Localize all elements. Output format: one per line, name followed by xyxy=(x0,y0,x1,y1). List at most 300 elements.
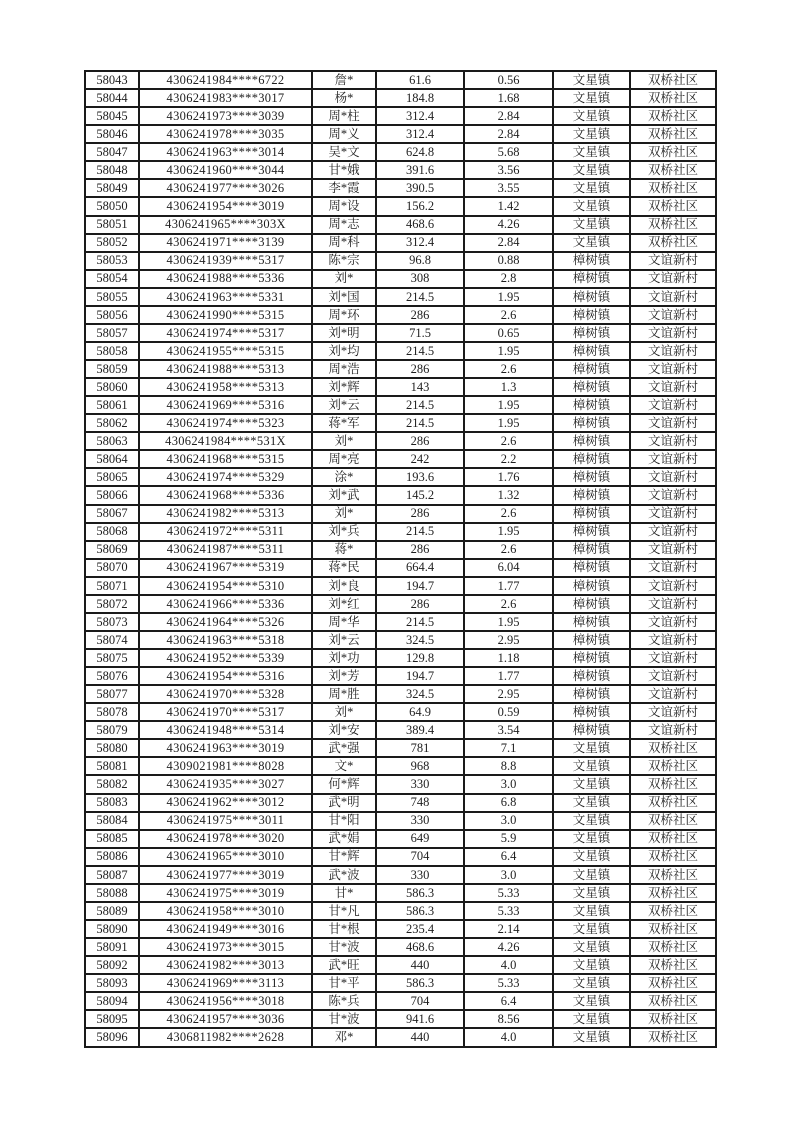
village-cell: 文谊新村 xyxy=(630,396,716,414)
village-cell: 文谊新村 xyxy=(630,450,716,468)
village-cell: 文谊新村 xyxy=(630,252,716,270)
table-row xyxy=(85,757,716,775)
village-cell: 文谊新村 xyxy=(630,414,716,432)
rate-cell: 1.95 xyxy=(464,396,553,414)
table-row xyxy=(85,559,716,577)
amount-cell: 312.4 xyxy=(376,234,464,252)
table-row xyxy=(85,161,716,179)
amount-cell: 968 xyxy=(376,757,464,775)
rate-cell: 2.6 xyxy=(464,306,553,324)
name-cell: 周*设 xyxy=(312,197,376,215)
amount-cell: 71.5 xyxy=(376,324,464,342)
name-cell: 刘*安 xyxy=(312,721,376,739)
town-cell: 文星镇 xyxy=(553,71,630,89)
name-cell: 周*浩 xyxy=(312,360,376,378)
table-row xyxy=(85,468,716,486)
name-cell: 刘*国 xyxy=(312,288,376,306)
town-cell: 樟树镇 xyxy=(553,685,630,703)
village-cell: 文谊新村 xyxy=(630,577,716,595)
village-cell: 双桥社区 xyxy=(630,197,716,215)
town-cell: 樟树镇 xyxy=(553,649,630,667)
table-row xyxy=(85,794,716,812)
rate-cell: 3.55 xyxy=(464,179,553,197)
town-cell: 樟树镇 xyxy=(553,703,630,721)
seq-cell: 58062 xyxy=(85,414,139,432)
amount-cell: 145.2 xyxy=(376,486,464,504)
table-row xyxy=(85,378,716,396)
table-row xyxy=(85,649,716,667)
amount-cell: 61.6 xyxy=(376,71,464,89)
seq-cell: 58057 xyxy=(85,324,139,342)
village-cell: 双桥社区 xyxy=(630,812,716,830)
id-number-cell: 4306241983****3017 xyxy=(139,89,312,107)
town-cell: 文星镇 xyxy=(553,992,630,1010)
id-number-cell: 4306241969****3113 xyxy=(139,974,312,992)
amount-cell: 143 xyxy=(376,378,464,396)
rate-cell: 2.6 xyxy=(464,541,553,559)
village-cell: 双桥社区 xyxy=(630,216,716,234)
table-row xyxy=(85,595,716,613)
town-cell: 樟树镇 xyxy=(553,450,630,468)
amount-cell: 389.4 xyxy=(376,721,464,739)
village-cell: 双桥社区 xyxy=(630,775,716,793)
seq-cell: 58064 xyxy=(85,450,139,468)
seq-cell: 58047 xyxy=(85,143,139,161)
id-number-cell: 4306241948****5314 xyxy=(139,721,312,739)
village-cell: 文谊新村 xyxy=(630,559,716,577)
amount-cell: 391.6 xyxy=(376,161,464,179)
town-cell: 樟树镇 xyxy=(553,288,630,306)
name-cell: 蒋*军 xyxy=(312,414,376,432)
table-row xyxy=(85,125,716,143)
table-row xyxy=(85,505,716,523)
name-cell: 武*强 xyxy=(312,739,376,757)
rate-cell: 2.8 xyxy=(464,270,553,288)
amount-cell: 308 xyxy=(376,270,464,288)
id-number-cell: 4306241960****3044 xyxy=(139,161,312,179)
amount-cell: 184.8 xyxy=(376,89,464,107)
id-number-cell: 4306241984****6722 xyxy=(139,71,312,89)
amount-cell: 748 xyxy=(376,794,464,812)
village-cell: 文谊新村 xyxy=(630,613,716,631)
table-row xyxy=(85,1028,716,1047)
name-cell: 周*科 xyxy=(312,234,376,252)
seq-cell: 58044 xyxy=(85,89,139,107)
seq-cell: 58092 xyxy=(85,956,139,974)
name-cell: 甘*波 xyxy=(312,1010,376,1028)
rate-cell: 0.59 xyxy=(464,703,553,721)
rate-cell: 4.26 xyxy=(464,216,553,234)
amount-cell: 286 xyxy=(376,595,464,613)
amount-cell: 214.5 xyxy=(376,288,464,306)
id-number-cell: 4306811982****2628 xyxy=(139,1028,312,1047)
id-number-cell: 4306241972****5311 xyxy=(139,523,312,541)
amount-cell: 649 xyxy=(376,830,464,848)
table-row xyxy=(85,920,716,938)
village-cell: 双桥社区 xyxy=(630,143,716,161)
table-row xyxy=(85,432,716,450)
village-cell: 双桥社区 xyxy=(630,125,716,143)
id-number-cell: 4306241949****3016 xyxy=(139,920,312,938)
table-row xyxy=(85,342,716,360)
name-cell: 涂* xyxy=(312,468,376,486)
rate-cell: 2.84 xyxy=(464,107,553,125)
village-cell: 双桥社区 xyxy=(630,739,716,757)
seq-cell: 58070 xyxy=(85,559,139,577)
name-cell: 蒋* xyxy=(312,541,376,559)
table-row xyxy=(85,486,716,504)
amount-cell: 129.8 xyxy=(376,649,464,667)
amount-cell: 312.4 xyxy=(376,125,464,143)
id-number-cell: 4306241970****5328 xyxy=(139,685,312,703)
amount-cell: 214.5 xyxy=(376,613,464,631)
town-cell: 文星镇 xyxy=(553,1010,630,1028)
seq-cell: 58051 xyxy=(85,216,139,234)
name-cell: 陈*兵 xyxy=(312,992,376,1010)
name-cell: 刘*均 xyxy=(312,342,376,360)
seq-cell: 58072 xyxy=(85,595,139,613)
table-row xyxy=(85,667,716,685)
town-cell: 文星镇 xyxy=(553,902,630,920)
table-row xyxy=(85,270,716,288)
table-row xyxy=(85,360,716,378)
amount-cell: 440 xyxy=(376,1028,464,1047)
town-cell: 樟树镇 xyxy=(553,252,630,270)
rate-cell: 2.95 xyxy=(464,685,553,703)
rate-cell: 5.68 xyxy=(464,143,553,161)
rate-cell: 5.9 xyxy=(464,830,553,848)
name-cell: 周*亮 xyxy=(312,450,376,468)
amount-cell: 586.3 xyxy=(376,902,464,920)
table-row xyxy=(85,613,716,631)
seq-cell: 58091 xyxy=(85,938,139,956)
id-number-cell: 4306241954****5310 xyxy=(139,577,312,595)
rate-cell: 2.6 xyxy=(464,595,553,613)
amount-cell: 330 xyxy=(376,775,464,793)
id-number-cell: 4306241987****5311 xyxy=(139,541,312,559)
amount-cell: 330 xyxy=(376,866,464,884)
town-cell: 樟树镇 xyxy=(553,559,630,577)
town-cell: 文星镇 xyxy=(553,216,630,234)
rate-cell: 1.76 xyxy=(464,468,553,486)
id-number-cell: 4306241982****5313 xyxy=(139,505,312,523)
name-cell: 刘* xyxy=(312,432,376,450)
village-cell: 文谊新村 xyxy=(630,342,716,360)
amount-cell: 194.7 xyxy=(376,667,464,685)
id-number-cell: 4306241990****5315 xyxy=(139,306,312,324)
table-row xyxy=(85,197,716,215)
seq-cell: 58071 xyxy=(85,577,139,595)
table-row xyxy=(85,71,716,89)
town-cell: 文星镇 xyxy=(553,739,630,757)
village-cell: 双桥社区 xyxy=(630,920,716,938)
id-number-cell: 4306241958****5313 xyxy=(139,378,312,396)
name-cell: 武*旺 xyxy=(312,956,376,974)
town-cell: 樟树镇 xyxy=(553,486,630,504)
rate-cell: 5.33 xyxy=(464,884,553,902)
amount-cell: 586.3 xyxy=(376,974,464,992)
table-row xyxy=(85,252,716,270)
id-number-cell: 4306241954****3019 xyxy=(139,197,312,215)
amount-cell: 214.5 xyxy=(376,414,464,432)
rate-cell: 0.56 xyxy=(464,71,553,89)
table-body xyxy=(85,71,716,1047)
amount-cell: 156.2 xyxy=(376,197,464,215)
name-cell: 甘*阳 xyxy=(312,812,376,830)
id-number-cell: 4306241963****5331 xyxy=(139,288,312,306)
name-cell: 甘* xyxy=(312,884,376,902)
village-cell: 文谊新村 xyxy=(630,703,716,721)
id-number-cell: 4306241975****3011 xyxy=(139,812,312,830)
rate-cell: 2.14 xyxy=(464,920,553,938)
village-cell: 文谊新村 xyxy=(630,685,716,703)
village-cell: 双桥社区 xyxy=(630,884,716,902)
town-cell: 文星镇 xyxy=(553,234,630,252)
amount-cell: 781 xyxy=(376,739,464,757)
rate-cell: 1.3 xyxy=(464,378,553,396)
rate-cell: 3.56 xyxy=(464,161,553,179)
rate-cell: 8.8 xyxy=(464,757,553,775)
seq-cell: 58075 xyxy=(85,649,139,667)
table-row xyxy=(85,1010,716,1028)
id-number-cell: 4306241984****531X xyxy=(139,432,312,450)
table-row xyxy=(85,866,716,884)
village-cell: 双桥社区 xyxy=(630,71,716,89)
rate-cell: 1.18 xyxy=(464,649,553,667)
name-cell: 陈*宗 xyxy=(312,252,376,270)
town-cell: 文星镇 xyxy=(553,143,630,161)
name-cell: 文* xyxy=(312,757,376,775)
amount-cell: 214.5 xyxy=(376,396,464,414)
seq-cell: 58077 xyxy=(85,685,139,703)
rate-cell: 1.95 xyxy=(464,613,553,631)
id-number-cell: 4306241963****3019 xyxy=(139,739,312,757)
table-row xyxy=(85,974,716,992)
name-cell: 周*柱 xyxy=(312,107,376,125)
village-cell: 双桥社区 xyxy=(630,179,716,197)
town-cell: 樟树镇 xyxy=(553,360,630,378)
amount-cell: 586.3 xyxy=(376,884,464,902)
seq-cell: 58073 xyxy=(85,613,139,631)
village-cell: 文谊新村 xyxy=(630,432,716,450)
table-row xyxy=(85,396,716,414)
amount-cell: 214.5 xyxy=(376,523,464,541)
village-cell: 双桥社区 xyxy=(630,992,716,1010)
name-cell: 甘*娥 xyxy=(312,161,376,179)
town-cell: 文星镇 xyxy=(553,920,630,938)
table-row xyxy=(85,107,716,125)
rate-cell: 1.95 xyxy=(464,414,553,432)
amount-cell: 324.5 xyxy=(376,631,464,649)
name-cell: 邓* xyxy=(312,1028,376,1047)
town-cell: 樟树镇 xyxy=(553,595,630,613)
rate-cell: 1.77 xyxy=(464,667,553,685)
name-cell: 刘*云 xyxy=(312,631,376,649)
amount-cell: 96.8 xyxy=(376,252,464,270)
town-cell: 文星镇 xyxy=(553,956,630,974)
rate-cell: 5.33 xyxy=(464,902,553,920)
village-cell: 双桥社区 xyxy=(630,848,716,866)
town-cell: 文星镇 xyxy=(553,794,630,812)
id-number-cell: 4306241988****5336 xyxy=(139,270,312,288)
table-row xyxy=(85,324,716,342)
name-cell: 武*波 xyxy=(312,866,376,884)
id-number-cell: 4306241952****5339 xyxy=(139,649,312,667)
rate-cell: 2.6 xyxy=(464,505,553,523)
id-number-cell: 4306241965****3010 xyxy=(139,848,312,866)
table-row xyxy=(85,992,716,1010)
table-row xyxy=(85,721,716,739)
amount-cell: 624.8 xyxy=(376,143,464,161)
village-cell: 双桥社区 xyxy=(630,956,716,974)
town-cell: 樟树镇 xyxy=(553,378,630,396)
village-cell: 文谊新村 xyxy=(630,631,716,649)
seq-cell: 58058 xyxy=(85,342,139,360)
name-cell: 刘*明 xyxy=(312,324,376,342)
seq-cell: 58053 xyxy=(85,252,139,270)
name-cell: 周*义 xyxy=(312,125,376,143)
name-cell: 刘*功 xyxy=(312,649,376,667)
town-cell: 文星镇 xyxy=(553,884,630,902)
name-cell: 杨* xyxy=(312,89,376,107)
id-number-cell: 4306241975****3019 xyxy=(139,884,312,902)
table-row xyxy=(85,414,716,432)
rate-cell: 1.95 xyxy=(464,288,553,306)
amount-cell: 390.5 xyxy=(376,179,464,197)
id-number-cell: 4306241988****5313 xyxy=(139,360,312,378)
seq-cell: 58074 xyxy=(85,631,139,649)
rate-cell: 6.8 xyxy=(464,794,553,812)
amount-cell: 235.4 xyxy=(376,920,464,938)
town-cell: 樟树镇 xyxy=(553,396,630,414)
village-cell: 双桥社区 xyxy=(630,234,716,252)
town-cell: 文星镇 xyxy=(553,161,630,179)
id-number-cell: 4306241956****3018 xyxy=(139,992,312,1010)
town-cell: 樟树镇 xyxy=(553,505,630,523)
rate-cell: 1.68 xyxy=(464,89,553,107)
amount-cell: 286 xyxy=(376,541,464,559)
town-cell: 樟树镇 xyxy=(553,468,630,486)
rate-cell: 3.0 xyxy=(464,866,553,884)
id-number-cell: 4306241974****5323 xyxy=(139,414,312,432)
name-cell: 李*霞 xyxy=(312,179,376,197)
village-cell: 双桥社区 xyxy=(630,107,716,125)
table-row xyxy=(85,685,716,703)
table-row xyxy=(85,89,716,107)
id-number-cell: 4306241973****3015 xyxy=(139,938,312,956)
amount-cell: 286 xyxy=(376,432,464,450)
seq-cell: 58095 xyxy=(85,1010,139,1028)
rate-cell: 2.95 xyxy=(464,631,553,649)
table-row xyxy=(85,703,716,721)
village-cell: 文谊新村 xyxy=(630,649,716,667)
village-cell: 双桥社区 xyxy=(630,830,716,848)
amount-cell: 242 xyxy=(376,450,464,468)
town-cell: 樟树镇 xyxy=(553,342,630,360)
id-number-cell: 4306241935****3027 xyxy=(139,775,312,793)
id-number-cell: 4306241974****5317 xyxy=(139,324,312,342)
name-cell: 詹* xyxy=(312,71,376,89)
id-number-cell: 4309021981****8028 xyxy=(139,757,312,775)
table-row xyxy=(85,143,716,161)
seq-cell: 58086 xyxy=(85,848,139,866)
name-cell: 周*华 xyxy=(312,613,376,631)
town-cell: 文星镇 xyxy=(553,125,630,143)
rate-cell: 2.2 xyxy=(464,450,553,468)
name-cell: 甘*辉 xyxy=(312,848,376,866)
town-cell: 樟树镇 xyxy=(553,432,630,450)
name-cell: 刘*良 xyxy=(312,577,376,595)
village-cell: 文谊新村 xyxy=(630,270,716,288)
name-cell: 刘*兵 xyxy=(312,523,376,541)
table-row xyxy=(85,902,716,920)
rate-cell: 4.26 xyxy=(464,938,553,956)
village-cell: 文谊新村 xyxy=(630,360,716,378)
table-row xyxy=(85,179,716,197)
rate-cell: 2.84 xyxy=(464,234,553,252)
rate-cell: 6.04 xyxy=(464,559,553,577)
town-cell: 文星镇 xyxy=(553,89,630,107)
table-row xyxy=(85,541,716,559)
rate-cell: 7.1 xyxy=(464,739,553,757)
village-cell: 文谊新村 xyxy=(630,541,716,559)
id-number-cell: 4306241955****5315 xyxy=(139,342,312,360)
name-cell: 武*明 xyxy=(312,794,376,812)
rate-cell: 3.0 xyxy=(464,775,553,793)
village-cell: 双桥社区 xyxy=(630,794,716,812)
amount-cell: 704 xyxy=(376,848,464,866)
seq-cell: 58063 xyxy=(85,432,139,450)
name-cell: 甘*根 xyxy=(312,920,376,938)
town-cell: 樟树镇 xyxy=(553,270,630,288)
amount-cell: 64.9 xyxy=(376,703,464,721)
town-cell: 樟树镇 xyxy=(553,414,630,432)
amount-cell: 941.6 xyxy=(376,1010,464,1028)
name-cell: 刘*辉 xyxy=(312,378,376,396)
village-cell: 文谊新村 xyxy=(630,288,716,306)
amount-cell: 664.4 xyxy=(376,559,464,577)
table-row xyxy=(85,234,716,252)
town-cell: 樟树镇 xyxy=(553,631,630,649)
seq-cell: 58054 xyxy=(85,270,139,288)
town-cell: 樟树镇 xyxy=(553,541,630,559)
name-cell: 甘*平 xyxy=(312,974,376,992)
rate-cell: 6.4 xyxy=(464,848,553,866)
beneficiary-table xyxy=(84,70,717,1048)
amount-cell: 194.7 xyxy=(376,577,464,595)
amount-cell: 286 xyxy=(376,505,464,523)
village-cell: 双桥社区 xyxy=(630,757,716,775)
town-cell: 文星镇 xyxy=(553,107,630,125)
table-row xyxy=(85,812,716,830)
village-cell: 文谊新村 xyxy=(630,324,716,342)
seq-cell: 58052 xyxy=(85,234,139,252)
seq-cell: 58093 xyxy=(85,974,139,992)
seq-cell: 58084 xyxy=(85,812,139,830)
seq-cell: 58043 xyxy=(85,71,139,89)
id-number-cell: 4306241965****303X xyxy=(139,216,312,234)
name-cell: 甘*凡 xyxy=(312,902,376,920)
seq-cell: 58056 xyxy=(85,306,139,324)
town-cell: 樟树镇 xyxy=(553,523,630,541)
village-cell: 文谊新村 xyxy=(630,486,716,504)
town-cell: 樟树镇 xyxy=(553,306,630,324)
seq-cell: 58079 xyxy=(85,721,139,739)
amount-cell: 330 xyxy=(376,812,464,830)
name-cell: 甘*波 xyxy=(312,938,376,956)
village-cell: 文谊新村 xyxy=(630,595,716,613)
seq-cell: 58076 xyxy=(85,667,139,685)
